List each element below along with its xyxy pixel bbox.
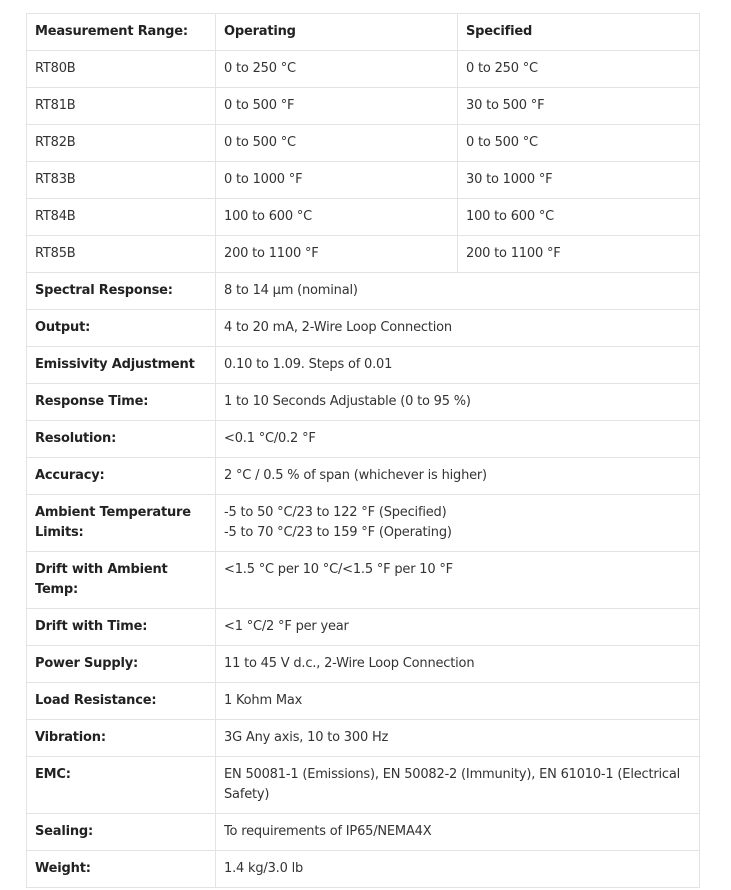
- spec-value-line: -5 to 50 °C/23 to 122 °F (Specified): [224, 505, 447, 520]
- specified-range: 200 to 1100 °F: [458, 236, 700, 273]
- spec-value: <1 °C/2 °F per year: [216, 609, 700, 646]
- table-row: [27, 162, 700, 199]
- table-row: [27, 51, 700, 88]
- specified-range: 30 to 500 °F: [458, 88, 700, 125]
- spec-value: [216, 495, 700, 552]
- spec-label: Spectral Response:: [27, 273, 216, 310]
- table-row: [27, 384, 700, 421]
- specifications-table: [26, 13, 700, 888]
- spec-label: Vibration:: [27, 720, 216, 757]
- spec-value: 2 °C / 0.5 % of span (whichever is higher): [216, 458, 700, 495]
- specified-header: Specified: [458, 14, 700, 51]
- spec-label: Power Supply:: [27, 646, 216, 683]
- table-row: [27, 458, 700, 495]
- spec-value: 1.4 kg/3.0 lb: [216, 851, 700, 888]
- specified-range: 100 to 600 °C: [458, 199, 700, 236]
- spec-value: 1 Kohm Max: [216, 683, 700, 720]
- spec-value: 11 to 45 V d.c., 2-Wire Loop Connection: [216, 646, 700, 683]
- operating-range: 0 to 250 °C: [216, 51, 458, 88]
- table-row: [27, 199, 700, 236]
- spec-value: EN 50081-1 (Emissions), EN 50082-2 (Immunity), EN 61010-1 (Electrical Safety): [216, 757, 700, 814]
- model-name: RT84B: [27, 199, 216, 236]
- table-row: [27, 757, 700, 814]
- spec-label: Ambient Temperature Limits:: [27, 495, 216, 552]
- model-name: RT83B: [27, 162, 216, 199]
- spec-value: 4 to 20 mA, 2-Wire Loop Connection: [216, 310, 700, 347]
- spec-label: Drift with Ambient Temp:: [27, 552, 216, 609]
- model-name: RT81B: [27, 88, 216, 125]
- specified-range: 30 to 1000 °F: [458, 162, 700, 199]
- table-row: [27, 236, 700, 273]
- table-row: [27, 552, 700, 609]
- spec-value: <1.5 °C per 10 °C/<1.5 °F per 10 °F: [216, 552, 700, 609]
- spec-value: 0.10 to 1.09. Steps of 0.01: [216, 347, 700, 384]
- specified-range: 0 to 250 °C: [458, 51, 700, 88]
- operating-range: 200 to 1100 °F: [216, 236, 458, 273]
- model-name: RT85B: [27, 236, 216, 273]
- range-label: Measurement Range:: [27, 14, 216, 51]
- spec-label: Resolution:: [27, 421, 216, 458]
- operating-range: 0 to 500 °C: [216, 125, 458, 162]
- spec-label: Accuracy:: [27, 458, 216, 495]
- operating-range: 0 to 500 °F: [216, 88, 458, 125]
- table-row: [27, 851, 700, 888]
- specified-range: 0 to 500 °C: [458, 125, 700, 162]
- table-row: [27, 814, 700, 851]
- table-row: [27, 88, 700, 125]
- table-row: [27, 495, 700, 552]
- model-name: RT82B: [27, 125, 216, 162]
- spec-label: Response Time:: [27, 384, 216, 421]
- table-row: [27, 683, 700, 720]
- spec-label: EMC:: [27, 757, 216, 814]
- spec-label: Drift with Time:: [27, 609, 216, 646]
- table-row: [27, 347, 700, 384]
- spec-value: To requirements of IP65/NEMA4X: [216, 814, 700, 851]
- operating-header: Operating: [216, 14, 458, 51]
- spec-label: Emissivity Adjustment: [27, 347, 216, 384]
- spec-value: 1 to 10 Seconds Adjustable (0 to 95 %): [216, 384, 700, 421]
- operating-range: 100 to 600 °C: [216, 199, 458, 236]
- spec-label: Weight:: [27, 851, 216, 888]
- spec-value: <0.1 °C/0.2 °F: [216, 421, 700, 458]
- spec-label: Output:: [27, 310, 216, 347]
- spec-value-line: -5 to 70 °C/23 to 159 °F (Operating): [224, 525, 452, 540]
- spec-label: Sealing:: [27, 814, 216, 851]
- table-row: [27, 646, 700, 683]
- spec-label: Load Resistance:: [27, 683, 216, 720]
- table-row: [27, 273, 700, 310]
- spec-value: 8 to 14 µm (nominal): [216, 273, 700, 310]
- spec-value: 3G Any axis, 10 to 300 Hz: [216, 720, 700, 757]
- table-row: [27, 609, 700, 646]
- table-row: [27, 720, 700, 757]
- operating-range: 0 to 1000 °F: [216, 162, 458, 199]
- table-row: [27, 421, 700, 458]
- range-header-row: [27, 14, 700, 51]
- model-name: RT80B: [27, 51, 216, 88]
- table-row: [27, 125, 700, 162]
- table-row: [27, 310, 700, 347]
